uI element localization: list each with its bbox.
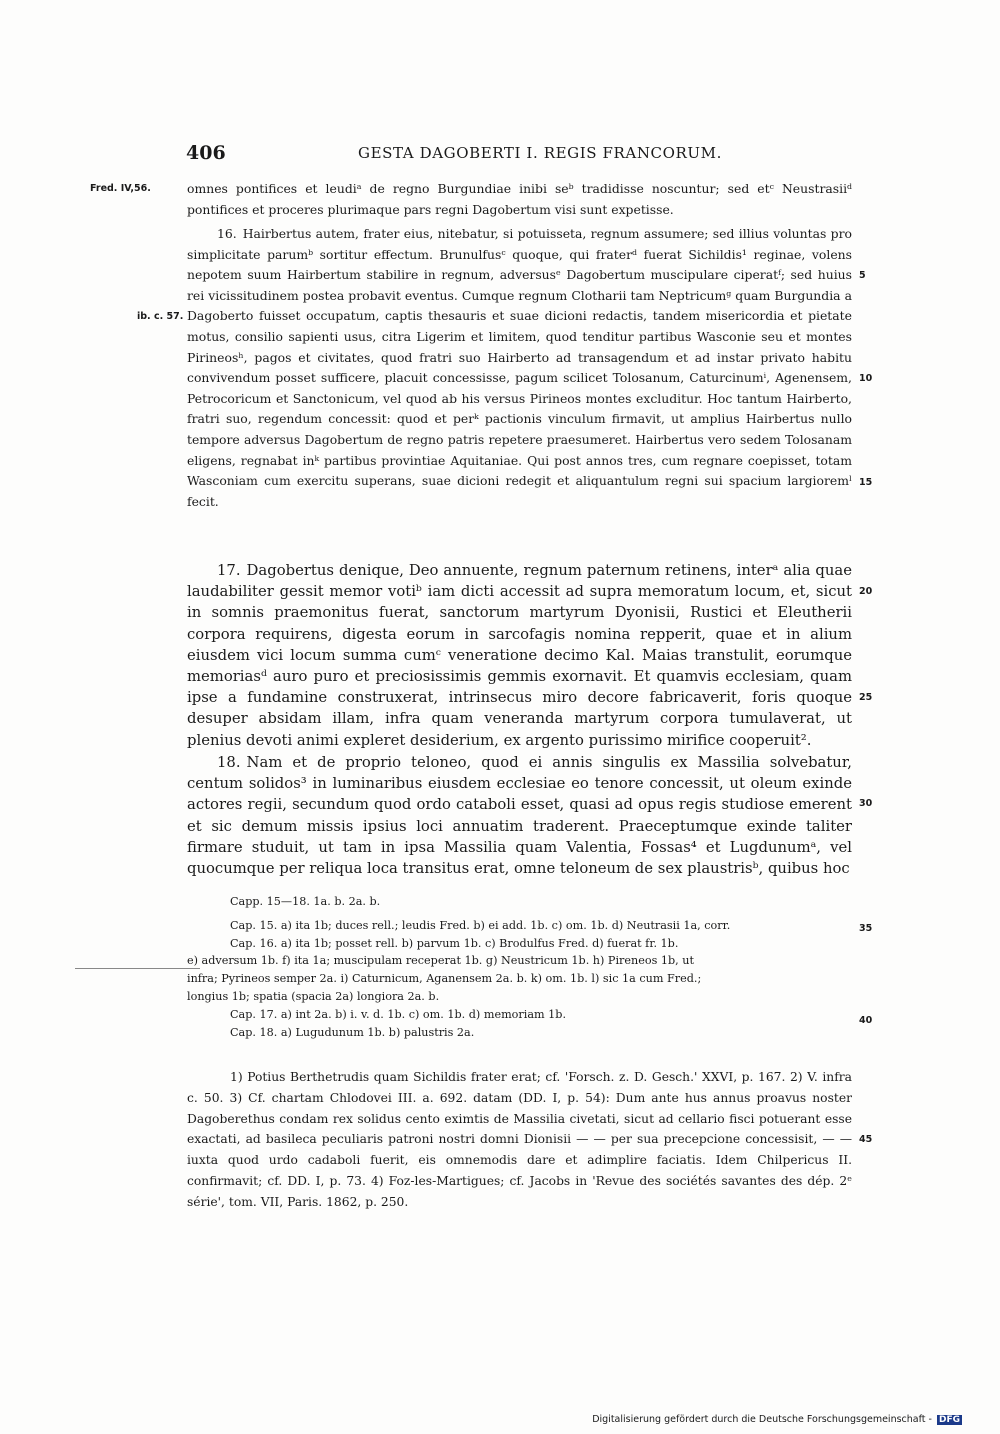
chapter-text: Hairbertus autem, frater eius, nitebatur, si potuisseta, regnum assumere; sed illius voluntas pro simplicitate parumᵇ sortitur effectum. Brunulfusᶜ quoque, qui fraterᵈ fuerat Sichildis¹ reginae, volens nepotem suum Hairbertum stabilire in regnum, adversusᵉ Dagobertum muscipulare ciperatᶠ; sed huius rei vicissitudinem postea probavit eventus. Cumque regnum Clotharii tam Neptricumᵍ quam Burgundia a Dagoberto fuisset occupatum, captis thesauris et suae dicioni redactis, tandem misericordia et pietate motus, consilio sapienti usus, citra Ligerim et limitem, quod tenditur partibus Wasconie seu et montes Pirineosʰ, pagos et civitates, quod fratri suo Hairberto ad transagendum et ad instar privato habitu convivendum posset sufficere, placuit concessisse, pagum scilicet Tolosanum, Caturcinumⁱ, Agenensem, Petrocoricum et Sanctonicum, vel quod ab his versus Pirineos montes excluditur. Hoc tantum Hairberto, fratri suo, regendum concessit: quod et perᵏ pactionis vinculum firmavit, ut amplius Hairbertus nullo tempore adversus Dagobertum de regno patris repetere praesumeret. Hairbertus vero sedem Tolosanam eligens, regnabat inᵏ partibus provintiae Aquitaniae. Qui post annos tres, cum regnare coepisset, totam Wasconiam cum exercitu superans, suae dicioni redegit et aliquantulum regni sui spacium largioremˡ fecit. <box>187 226 852 509</box>
chapter-text: Dagobertus denique, Deo annuente, regnum paternum retinens, interᵃ alia quae laudabiliter gessit memor votiᵇ iam dicti accessit ad supra memoratum locum, et, sicut in somnis praemonitus fuerat, sanctorum martyrum Dyonisii, Rustici et Eleutherii corpora requirens, digesta eorum in sarcofagis nomina repperit, quae et in alium eiusdem vici locum summa cumᶜ veneratione decimo Kal. Maias transtulit, eorumque memoriasᵈ auro puro et preciosissimis gemmis exornavit. Et quamvis ecclesiam, quam ipse a fundamine construxerat, intrinsecus miro decore fabricaverit, foris quoque desuper absidam illam, infra quam veneranda martyrum corpora tumulaverat, ut plenius devoti animi expleret desiderium, ex argento purissimo mirifice cooperuit². <box>187 562 852 749</box>
variant-line: Cap. 15. a) ita 1b; duces rell.; leudis Fred. b) ei add. 1b. c) om. 1b. d) Neutrasii 1a, corr. <box>230 918 731 932</box>
paragraph-continuation <box>187 179 852 220</box>
page-number: 406 <box>186 142 226 164</box>
line-number: 5 <box>859 270 866 281</box>
line-number: 45 <box>859 1134 873 1145</box>
variant-line: Cap. 18. a) Lugudunum 1b. b) palustris 2a. <box>230 1025 475 1039</box>
line-number: 35 <box>859 923 873 934</box>
chapter-16 <box>187 224 852 512</box>
variant-line: longius 1b; spatia (spacia 2a) longiora 2a. b. <box>187 989 440 1003</box>
chapter-text: Nam et de proprio teloneo, quod ei annis singulis ex Massilia solvebatur, centum solidos³ in luminaribus eiusdem ecclesiae eo tenore concessit, ut oleum exinde actores regii, secundum quod ordo cataboli esset, quasi ad opus regis studiose emerent et sic demum missis ipsius loci annuatim traderent. Praeceptumque exinde taliter firmare studuit, ut tam in ipsa Massilia quam Valentia, Fossas⁴ et Lugdunumᵃ, vel quocumque per reliqua loca transitus erat, omne teloneum de sex plaustrisᵇ, quibus hoc <box>187 754 852 878</box>
variant-line: Cap. 17. a) int 2a. b) i. v. d. 1b. c) om. 1b. d) memoriam 1b. <box>230 1007 567 1021</box>
credit-text: Digitalisierung gefördert durch die Deutsche Forschungsgemeinschaft - <box>592 1414 932 1425</box>
margin-ref-ib: ib. c. 57. <box>137 311 184 322</box>
variant-line: Cap. 16. a) ita 1b; posset rell. b) parvum 1b. c) Brodulfus Fred. d) fuerat fr. 1b. <box>230 936 679 950</box>
line-number: 15 <box>859 477 873 488</box>
line-number: 40 <box>859 1015 873 1026</box>
dfg-logo: DFG <box>938 1415 960 1425</box>
chapter-18 <box>187 752 852 879</box>
margin-ref-fred: Fred. IV,56. <box>90 183 151 194</box>
line-number: 10 <box>859 373 873 384</box>
footnotes <box>187 1067 852 1213</box>
footnote-text: 1) Potius Berthetrudis quam Sichildis frater erat; cf. 'Forsch. z. D. Gesch.' XXVI, p. 167. 2) V. infra c. 50. 3) Cf. chartam Chlodovei III. a. 692. datam (DD. I, p. 54): Dum ante hus annus proavus noster Dagoberethus condam rex solidus cento eximtis de Massilia civetati, sicut ad cellario fisci potuerant esse exactati, ad basileca peculiaris patroni nostri domni Dionisii — — per sua precepcione concessisit, — — iuxta quod urdo cadaboli fuerit, eis omnemodis dare et adimplire faciatis. Idem Chilpericus II. confirmavit; cf. DD. I, p. 73. 4) Foz-les-Martigues; cf. Jacobs in 'Revue des sociétés savantes des dép. 2ᵉ série', tom. VII, Paris. 1862, p. 250. <box>187 1070 852 1209</box>
margin-rule <box>75 968 200 969</box>
variant-apparatus <box>187 893 852 1041</box>
variant-line: infra; Pyrineos semper 2a. i) Caturnicum, Aganensem 2a. b. k) om. 1b. l) sic 1a cum Fred.; <box>187 972 702 986</box>
digitization-credit <box>592 1414 962 1425</box>
running-head: GESTA DAGOBERTI I. REGIS FRANCORUM. <box>358 144 722 162</box>
line-number: 25 <box>859 692 873 703</box>
variant-line: Capp. 15—18. 1a. b. 2a. b. <box>230 895 381 908</box>
chapter-number: 17. <box>217 562 241 579</box>
chapter-number: 18. <box>217 754 241 771</box>
paragraph-text: omnes pontifices et leudiᵃ de regno Burgundiae inibi seᵇ tradidisse noscuntur; sed etᶜ Neustrasiiᵈ pontifices et proceres plurimaque pars regni Dagobertum visi sunt expetisse. <box>187 181 852 217</box>
line-number: 30 <box>859 798 873 809</box>
chapter-17 <box>187 560 852 751</box>
chapter-number: 16. <box>217 226 237 241</box>
line-number: 20 <box>859 586 873 597</box>
variant-line: e) adversum 1b. f) ita 1a; muscipulam receperat 1b. g) Neustricum 1b. h) Pireneos 1b, ut <box>187 954 694 968</box>
